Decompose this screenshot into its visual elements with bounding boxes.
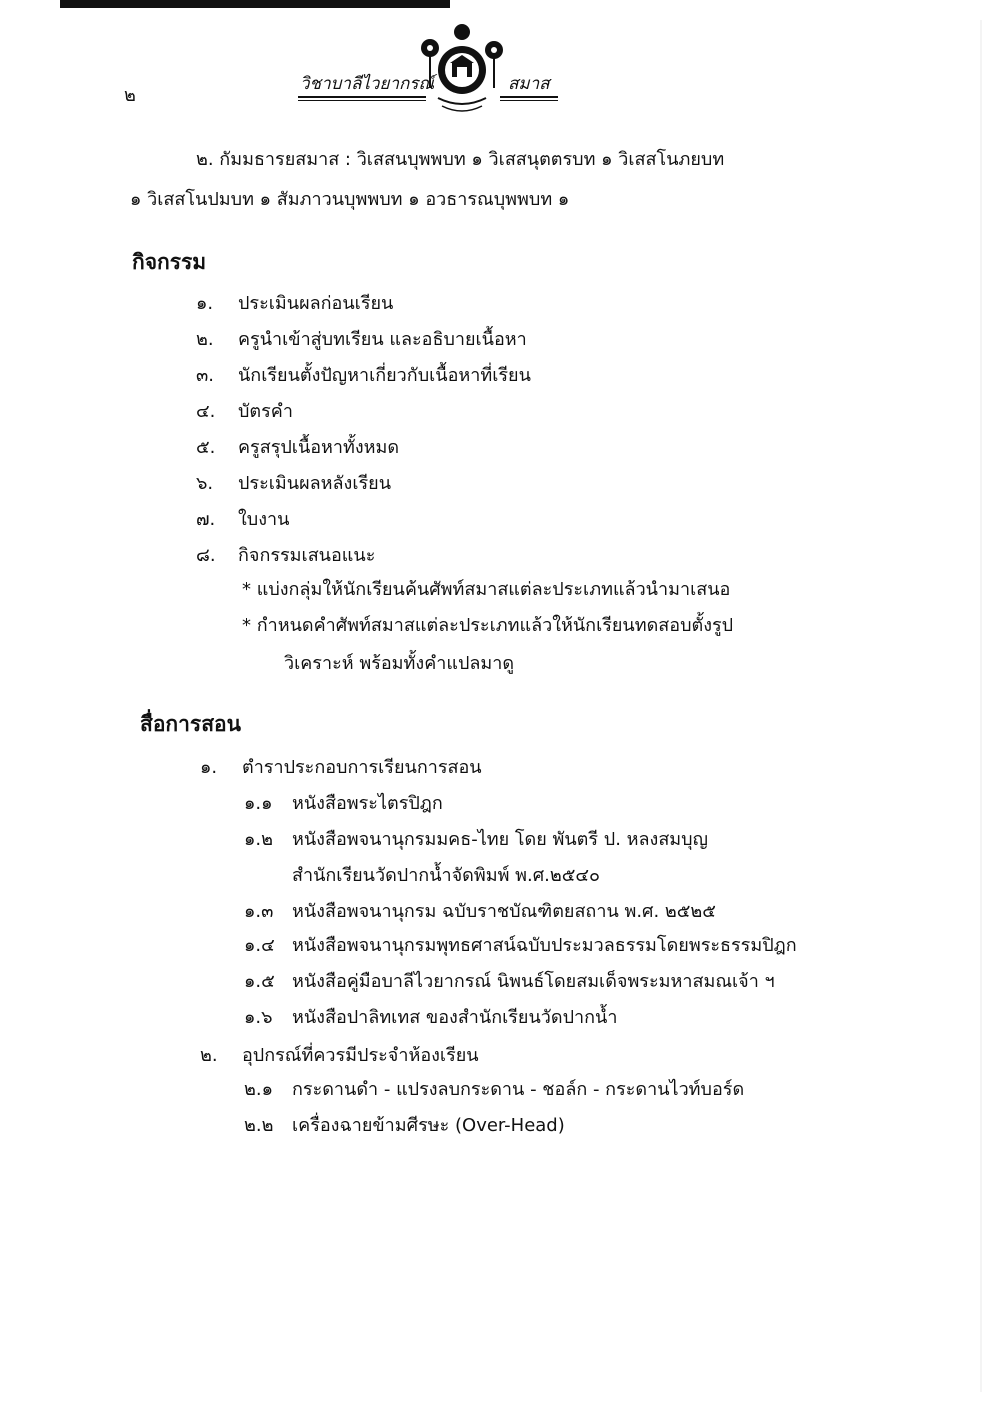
activity-number: ๖. [196, 473, 214, 494]
media-group-title: ตำราประกอบการเรียนการสอน [242, 757, 482, 778]
intro-line-2: ๑ วิเสสโนปมบท ๑ สัมภาวนบุพพบท ๑ อวธารณบุพพบท ๑ [130, 189, 570, 210]
activity-text: บัตรคำ [238, 401, 293, 422]
media-item-text: หนังสือพจนานุกรมมคธ-ไทย โดย พันตรี ป. หลงสมบุญ [292, 829, 708, 850]
intro-line-1: ๒. กัมมธารยสมาส : วิเสสนบุพพบท ๑ วิเสสนุตตรบท ๑ วิเสสโนภยบท [196, 149, 725, 170]
media-item-text: หนังสือปาลิทเทส ของสำนักเรียนวัดปากน้ำ [292, 1007, 618, 1028]
header-underline-left-thin [298, 100, 426, 101]
media-heading: สื่อการสอน [140, 712, 242, 736]
media-item-continuation: สำนักเรียนวัดปากน้ำจัดพิมพ์ พ.ศ.๒๕๔๐ [292, 865, 600, 886]
activity-text: ประเมินผลหลังเรียน [238, 473, 392, 494]
media-item-number: ๒.๑ [244, 1079, 274, 1100]
activity-number: ๒. [196, 329, 214, 350]
media-item-number: ๑.๒ [244, 829, 274, 850]
activity-number: ๓. [196, 365, 215, 386]
activity-text: ประเมินผลก่อนเรียน [238, 293, 394, 314]
media-item-number: ๒.๒ [244, 1115, 274, 1136]
header-underline-left [298, 96, 426, 98]
suggestion-item-continuation: วิเคราะห์ พร้อมทั้งคำแปลมาดู [284, 653, 515, 674]
media-group-number: ๒. [200, 1045, 218, 1066]
media-item-number: ๑.๓ [244, 901, 274, 922]
activities-heading: กิจกรรม [132, 250, 207, 274]
scan-edge [980, 20, 982, 1392]
activity-text: ใบงาน [238, 509, 290, 530]
scan-top-bar [60, 0, 450, 8]
media-group-title: อุปกรณ์ที่ควรมีประจำห้องเรียน [242, 1045, 479, 1066]
suggestion-item: * แบ่งกลุ่มให้นักเรียนค้นศัพท์สมาสแต่ละประเภทแล้วนำมาเสนอ [242, 579, 731, 600]
activity-number: ๘. [196, 545, 216, 566]
activity-number: ๗. [196, 509, 216, 530]
activity-number: ๔. [196, 401, 216, 422]
activity-number: ๕. [196, 437, 216, 458]
suggestion-item: * กำหนดคำศัพท์สมาสแต่ละประเภทแล้วให้นักเรียนทดสอบตั้งรูป [242, 615, 734, 636]
activity-text: กิจกรรมเสนอแนะ [238, 545, 376, 566]
media-item-text: หนังสือคู่มือบาลีไวยากรณ์ นิพนธ์โดยสมเด็จพระมหาสมณเจ้า ฯ [292, 971, 775, 992]
header-title-left: วิชาบาลีไวยากรณ์ [300, 74, 435, 94]
page-number: ๒ [124, 85, 136, 106]
media-item-text: หนังสือพจนานุกรมพุทธศาสน์ฉบับประมวลธรรมโดยพระธรรมปิฎก [292, 935, 797, 956]
emblem-icon [412, 14, 512, 124]
media-item-text: หนังสือพจนานุกรม ฉบับราชบัณฑิตยสถาน พ.ศ. ๒๕๒๕ [292, 901, 716, 922]
activity-text: ครูสรุปเนื้อหาทั้งหมด [238, 437, 400, 458]
media-item-number: ๑.๔ [244, 935, 275, 956]
media-item-text: เครื่องฉายข้ามศีรษะ (Over-Head) [292, 1115, 565, 1136]
media-item-number: ๑.๕ [244, 971, 275, 992]
header-title-right: สมาส [508, 74, 550, 94]
activity-text: นักเรียนตั้งปัญหาเกี่ยวกับเนื้อหาที่เรียน [238, 365, 531, 386]
media-item-number: ๑.๖ [244, 1007, 273, 1028]
media-item-text: หนังสือพระไตรปิฎก [292, 793, 443, 814]
media-group-number: ๑. [200, 757, 218, 778]
activity-number: ๑. [196, 293, 214, 314]
media-item-text: กระดานดำ - แปรงลบกระดาน - ชอล์ก - กระดานไวท์บอร์ด [292, 1079, 745, 1100]
activity-text: ครูนำเข้าสู่บทเรียน และอธิบายเนื้อหา [238, 329, 527, 350]
media-item-number: ๑.๑ [244, 793, 273, 814]
